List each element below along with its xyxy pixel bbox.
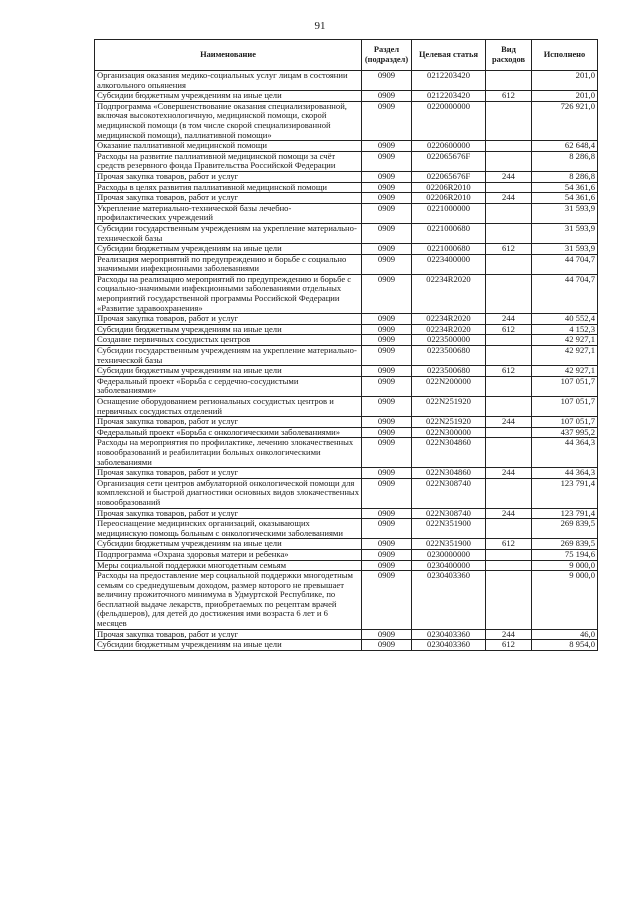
row-executed: 42 927,1	[532, 335, 598, 346]
row-name: Подпрограмма «Охрана здоровья матери и ребенка»	[95, 549, 362, 560]
row-target: 022N304860	[412, 438, 486, 468]
row-expense-type: 612	[486, 91, 532, 102]
page-number: 91	[314, 20, 326, 32]
row-target: 0220600000	[412, 141, 486, 152]
table-row	[95, 366, 598, 377]
row-expense-type: 244	[486, 193, 532, 204]
row-section: 0909	[362, 203, 412, 223]
row-section: 0909	[362, 346, 412, 366]
table-row	[95, 640, 598, 651]
row-expense-type: 244	[486, 468, 532, 479]
row-target: 02234R2020	[412, 324, 486, 335]
row-expense-type	[486, 571, 532, 630]
table-row	[95, 91, 598, 102]
row-target: 02234R2020	[412, 274, 486, 313]
row-section: 0909	[362, 560, 412, 571]
table-row	[95, 438, 598, 468]
row-executed: 44 704,7	[532, 274, 598, 313]
row-name: Переоснащение медицинских организаций, оказывающих медицинскую помощь больным с онкологическими заболеваниями	[95, 519, 362, 539]
row-target: 0223500680	[412, 346, 486, 366]
row-executed: 107 051,7	[532, 376, 598, 396]
row-target: 022N351900	[412, 519, 486, 539]
row-name: Расходы на мероприятия по профилактике, лечению злокачественных новообразований и реабилитации больных онкологическими заболеваниями	[95, 438, 362, 468]
row-section: 0909	[362, 324, 412, 335]
row-name: Субсидии бюджетным учреждениям на иные цели	[95, 366, 362, 377]
row-expense-type: 612	[486, 366, 532, 377]
row-executed: 9 000,0	[532, 571, 598, 630]
table-row	[95, 571, 598, 630]
table-row	[95, 560, 598, 571]
row-expense-type	[486, 549, 532, 560]
row-expense-type: 612	[486, 244, 532, 255]
row-executed: 44 364,3	[532, 438, 598, 468]
row-name: Создание первичных сосудистых центров	[95, 335, 362, 346]
row-executed: 8 286,8	[532, 151, 598, 171]
row-target: 022N200000	[412, 376, 486, 396]
table-row	[95, 417, 598, 428]
table-row	[95, 335, 598, 346]
header-expense-type: Вид расходов	[486, 40, 532, 71]
row-expense-type: 244	[486, 417, 532, 428]
row-name: Организация сети центров амбулаторной онкологической помощи для комплексной и быстрой диагностики основных видов злокачественных новообразований	[95, 478, 362, 508]
row-expense-type	[486, 71, 532, 91]
row-name: Субсидии государственным учреждениям на укрепление материально-технической базы	[95, 346, 362, 366]
row-section: 0909	[362, 71, 412, 91]
row-section: 0909	[362, 366, 412, 377]
row-section: 0909	[362, 101, 412, 140]
row-target: 022N308740	[412, 478, 486, 508]
row-expense-type	[486, 182, 532, 193]
row-name: Субсидии бюджетным учреждениям на иные цели	[95, 539, 362, 550]
row-name: Расходы в целях развития паллиативной медицинской помощи	[95, 182, 362, 193]
row-name: Прочая закупка товаров, работ и услуг	[95, 508, 362, 519]
row-executed: 31 593,9	[532, 223, 598, 243]
row-section: 0909	[362, 335, 412, 346]
row-executed: 9 000,0	[532, 560, 598, 571]
row-expense-type	[486, 223, 532, 243]
row-name: Федеральный проект «Борьба с онкологическими заболеваниями»	[95, 427, 362, 438]
row-target: 022065676F	[412, 171, 486, 182]
row-section: 0909	[362, 571, 412, 630]
row-expense-type	[486, 101, 532, 140]
row-expense-type: 244	[486, 629, 532, 640]
row-name: Федеральный проект «Борьба с сердечно-сосудистыми заболеваниями»	[95, 376, 362, 396]
table-row	[95, 397, 598, 417]
row-section: 0909	[362, 151, 412, 171]
row-target: 0230403360	[412, 571, 486, 630]
row-executed: 201,0	[532, 91, 598, 102]
row-executed: 8 954,0	[532, 640, 598, 651]
row-name: Укрепление материально-технической базы лечебно-профилактических учреждений	[95, 203, 362, 223]
row-name: Подпрограмма «Совершенствование оказания специализированной, включая высокотехнологичную, медицинской помощи, скорой медицинской помощи (в том числе скорой специализированной медицинской помощи), паллиативной помощи»	[95, 101, 362, 140]
table-row	[95, 223, 598, 243]
table-row	[95, 203, 598, 223]
header-section: Раздел (подраздел)	[362, 40, 412, 71]
row-target: 022065676F	[412, 151, 486, 171]
row-executed: 40 552,4	[532, 314, 598, 325]
row-section: 0909	[362, 376, 412, 396]
row-section: 0909	[362, 519, 412, 539]
row-expense-type	[486, 560, 532, 571]
table-row	[95, 468, 598, 479]
row-name: Прочая закупка товаров, работ и услуг	[95, 171, 362, 182]
row-executed: 437 995,2	[532, 427, 598, 438]
row-name: Меры социальной поддержки многодетным семьям	[95, 560, 362, 571]
row-executed: 726 921,0	[532, 101, 598, 140]
row-expense-type: 244	[486, 508, 532, 519]
row-section: 0909	[362, 91, 412, 102]
row-name: Реализация мероприятий по предупреждению и борьбе с социально значимыми инфекционными заболеваниями	[95, 254, 362, 274]
table-row	[95, 478, 598, 508]
row-target: 0223500000	[412, 335, 486, 346]
row-executed: 107 051,7	[532, 417, 598, 428]
row-section: 0909	[362, 314, 412, 325]
row-target: 02206R2010	[412, 182, 486, 193]
row-target: 0221000680	[412, 223, 486, 243]
row-section: 0909	[362, 549, 412, 560]
row-expense-type	[486, 335, 532, 346]
table-row	[95, 427, 598, 438]
row-executed: 46,0	[532, 629, 598, 640]
row-name: Прочая закупка товаров, работ и услуг	[95, 314, 362, 325]
table-row	[95, 539, 598, 550]
row-expense-type: 612	[486, 640, 532, 651]
row-expense-type	[486, 438, 532, 468]
row-target: 0230403360	[412, 629, 486, 640]
row-name: Организация оказания медико-социальных услуг лицам в состоянии алкогольного опьянения	[95, 71, 362, 91]
row-target: 0230403360	[412, 640, 486, 651]
row-name: Прочая закупка товаров, работ и услуг	[95, 193, 362, 204]
row-target: 022N300000	[412, 427, 486, 438]
header-name: Наименование	[95, 40, 362, 71]
row-target: 0230400000	[412, 560, 486, 571]
row-expense-type	[486, 141, 532, 152]
table-row	[95, 324, 598, 335]
row-executed: 31 593,9	[532, 244, 598, 255]
table-header-row	[95, 40, 598, 71]
table-row	[95, 254, 598, 274]
table-row	[95, 314, 598, 325]
row-expense-type	[486, 203, 532, 223]
row-section: 0909	[362, 427, 412, 438]
header-target: Целевая статья	[412, 40, 486, 71]
table-row	[95, 141, 598, 152]
row-target: 022N304860	[412, 468, 486, 479]
row-section: 0909	[362, 193, 412, 204]
row-executed: 54 361,6	[532, 182, 598, 193]
row-target: 0223400000	[412, 254, 486, 274]
row-expense-type: 244	[486, 171, 532, 182]
table-body	[95, 71, 598, 651]
row-section: 0909	[362, 254, 412, 274]
row-section: 0909	[362, 629, 412, 640]
header-executed: Исполнено	[532, 40, 598, 71]
row-expense-type	[486, 254, 532, 274]
table-row	[95, 182, 598, 193]
row-executed: 62 648,4	[532, 141, 598, 152]
row-expense-type	[486, 519, 532, 539]
table-row	[95, 171, 598, 182]
row-name: Прочая закупка товаров, работ и услуг	[95, 417, 362, 428]
row-executed: 8 286,8	[532, 171, 598, 182]
row-expense-type	[486, 427, 532, 438]
row-name: Субсидии государственным учреждениям на укрепление материально-технической базы	[95, 223, 362, 243]
row-executed: 269 839,5	[532, 539, 598, 550]
row-name: Прочая закупка товаров, работ и услуг	[95, 629, 362, 640]
row-name: Субсидии бюджетным учреждениям на иные цели	[95, 324, 362, 335]
row-section: 0909	[362, 182, 412, 193]
row-executed: 123 791,4	[532, 508, 598, 519]
row-section: 0909	[362, 508, 412, 519]
row-target: 0212203420	[412, 71, 486, 91]
row-target: 0230000000	[412, 549, 486, 560]
row-section: 0909	[362, 417, 412, 428]
row-section: 0909	[362, 539, 412, 550]
row-name: Субсидии бюджетным учреждениям на иные цели	[95, 244, 362, 255]
row-section: 0909	[362, 244, 412, 255]
row-expense-type	[486, 151, 532, 171]
row-executed: 107 051,7	[532, 397, 598, 417]
row-name: Оказание паллиативной медицинской помощи	[95, 141, 362, 152]
row-section: 0909	[362, 397, 412, 417]
row-target: 022N351900	[412, 539, 486, 550]
row-executed: 42 927,1	[532, 366, 598, 377]
row-expense-type: 612	[486, 324, 532, 335]
row-target: 0221000680	[412, 244, 486, 255]
table-row	[95, 274, 598, 313]
row-section: 0909	[362, 468, 412, 479]
row-target: 022N308740	[412, 508, 486, 519]
table-row	[95, 508, 598, 519]
table-row	[95, 629, 598, 640]
row-target: 0221000000	[412, 203, 486, 223]
table-row	[95, 71, 598, 91]
table-row	[95, 244, 598, 255]
row-target: 0223500680	[412, 366, 486, 377]
row-target: 022N251920	[412, 397, 486, 417]
row-name: Расходы на предоставление мер социальной поддержки многодетным семьям со среднедушевым доходом, размер которого не превышает величину прожиточного минимума в Удмуртской Республике, по бесплатной выдаче лекарств, приобретаемых по рецептам врачей (фельдшеров), для детей до достижения ими возраста 6 лет и 6 месяцев	[95, 571, 362, 630]
row-name: Субсидии бюджетным учреждениям на иные цели	[95, 91, 362, 102]
table-row	[95, 346, 598, 366]
row-target: 022N251920	[412, 417, 486, 428]
row-executed: 269 839,5	[532, 519, 598, 539]
row-section: 0909	[362, 640, 412, 651]
row-executed: 44 364,3	[532, 468, 598, 479]
row-section: 0909	[362, 223, 412, 243]
row-executed: 201,0	[532, 71, 598, 91]
row-section: 0909	[362, 274, 412, 313]
row-executed: 44 704,7	[532, 254, 598, 274]
row-section: 0909	[362, 141, 412, 152]
row-expense-type	[486, 397, 532, 417]
row-executed: 31 593,9	[532, 203, 598, 223]
row-expense-type	[486, 346, 532, 366]
row-name: Прочая закупка товаров, работ и услуг	[95, 468, 362, 479]
row-section: 0909	[362, 478, 412, 508]
budget-execution-table	[94, 39, 598, 651]
row-expense-type: 244	[486, 314, 532, 325]
table-row	[95, 376, 598, 396]
row-section: 0909	[362, 171, 412, 182]
table-row	[95, 101, 598, 140]
row-executed: 75 194,6	[532, 549, 598, 560]
row-executed: 123 791,4	[532, 478, 598, 508]
row-target: 02206R2010	[412, 193, 486, 204]
table-row	[95, 193, 598, 204]
row-expense-type	[486, 376, 532, 396]
table-row	[95, 151, 598, 171]
row-expense-type	[486, 478, 532, 508]
row-executed: 54 361,6	[532, 193, 598, 204]
row-target: 02234R2020	[412, 314, 486, 325]
row-executed: 42 927,1	[532, 346, 598, 366]
row-executed: 4 152,3	[532, 324, 598, 335]
row-name: Субсидии бюджетным учреждениям на иные цели	[95, 640, 362, 651]
row-name: Оснащение оборудованием региональных сосудистых центров и первичных сосудистых отделений	[95, 397, 362, 417]
row-target: 0220000000	[412, 101, 486, 140]
row-name: Расходы на реализацию мероприятий по предупреждению и борьбе с социально-значимыми инфекционными заболеваниями отдельных мероприятий государственной программы Российской Федерации «Развитие здравоохранения»	[95, 274, 362, 313]
row-expense-type	[486, 274, 532, 313]
row-target: 0212203420	[412, 91, 486, 102]
row-section: 0909	[362, 438, 412, 468]
row-name: Расходы на развитие паллиативной медицинской помощи за счёт средств резервного фонда Правительства Российской Федерации	[95, 151, 362, 171]
table-row	[95, 549, 598, 560]
table-row	[95, 519, 598, 539]
row-expense-type: 612	[486, 539, 532, 550]
